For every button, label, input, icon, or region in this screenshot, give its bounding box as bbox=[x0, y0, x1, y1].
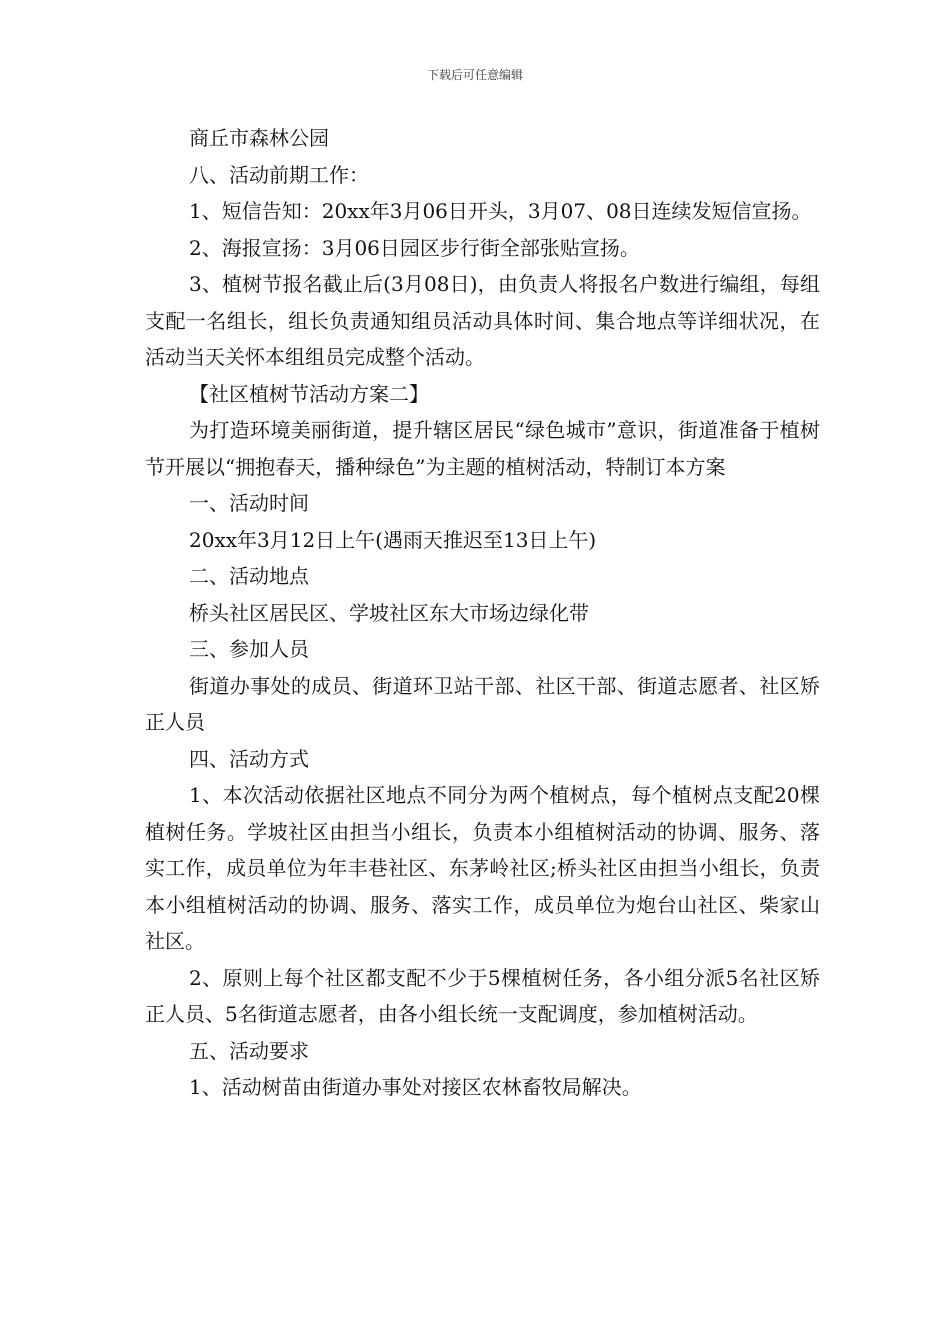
paragraph: 1、本次活动依据社区地点不同分为两个植树点，每个植树点支配20棵植树任务。学坡社区由担当小组长，负责本小组植树活动的协调、服务、落实工作，成员单位为年丰巷社区、东茅岭社区;桥头社区由担当小组长，负责本小组植树活动的协调、服务、落实工作，成员单位为炮台山社区、柴家山社区。 bbox=[145, 783, 820, 953]
section-heading: 五、活动要求 bbox=[189, 1038, 309, 1063]
paragraph: 桥头社区居民区、学坡社区东大市场边绿化带 bbox=[189, 600, 589, 625]
paragraph: 1、短信告知：20xx年3月06日开头，3月07、08日连续发短信宣扬。 bbox=[189, 199, 812, 223]
paragraph: 2、原则上每个社区都支配不少于5棵植树任务，各小组分派5名社区矫正人员、5名街道志愿者，由各小组长统一支配调度，参加植树活动。 bbox=[145, 965, 820, 1026]
paragraph: 商丘市森林公园 bbox=[189, 126, 329, 150]
section-heading: 三、参加人员 bbox=[189, 637, 309, 661]
paragraph: 街道办事处的成员、街道环卫站干部、社区干部、街道志愿者、社区矫正人员 bbox=[145, 673, 820, 734]
document-body bbox=[145, 120, 820, 1106]
page-header: 下载后可任意编辑 bbox=[426, 68, 523, 82]
paragraph: 20xx年3月12日上午(遇雨天推迟至13日上午) bbox=[189, 527, 597, 552]
section-heading: 四、活动方式 bbox=[189, 746, 309, 771]
section-heading: 二、活动地点 bbox=[189, 564, 309, 588]
paragraph: 为打造环境美丽街道，提升辖区居民“绿色城市”意识，街道准备于植树节开展以“拥抱春天，播种绿色”为主题的植树活动，特制订本方案 bbox=[145, 418, 820, 479]
paragraph: 2、海报宣扬：3月06日园区步行街全部张贴宣扬。 bbox=[189, 235, 640, 260]
paragraph: 3、植树节报名截止后(3月08日)，由负责人将报名户数进行编组，每组支配一名组长，组长负责通知组员活动具体时间、集合地点等详细状况，在活动当天关怀本组组员完成整个活动。 bbox=[145, 272, 820, 369]
paragraph: 1、活动树苗由街道办事处对接区农林畜牧局解决。 bbox=[189, 1075, 642, 1099]
section-heading: 八、活动前期工作： bbox=[189, 162, 369, 187]
section-heading: 一、活动时间 bbox=[189, 491, 309, 515]
section-title: 【社区植树节活动方案二】 bbox=[189, 381, 429, 406]
